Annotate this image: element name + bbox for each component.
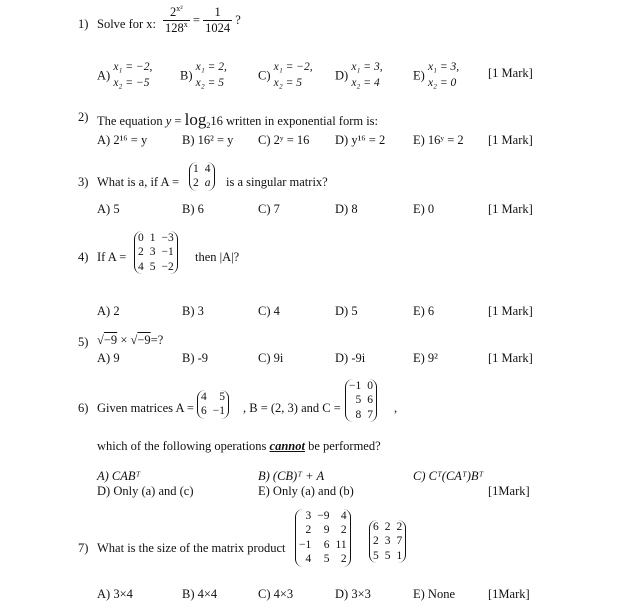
q3-option-d: D) 8 — [335, 202, 358, 216]
q7-mark: [1Mark] — [488, 587, 530, 601]
q1-rhs-numerator: 1 — [203, 6, 232, 21]
q7-option-c: C) 4×3 — [258, 587, 294, 601]
q3-option-a: A) 5 — [97, 202, 120, 216]
q5-mark: [1 Mark] — [488, 351, 533, 365]
q2-stem: The equation $y = \log_216$ written in exponential form is: — [97, 110, 379, 130]
q6-option-d: D) Only (a) and (c) — [97, 484, 194, 498]
q1-option-a: A) x₁ = −2, x₂ = −5 — [97, 61, 153, 89]
q2-option-b: B) 16² = y — [182, 133, 234, 147]
q3-option-c: C) 7 — [258, 202, 280, 216]
q1-equation: $\frac{2^{x^2}}{128^x}$ = $\frac{1}{1024}$ ? — [165, 4, 241, 35]
q2-number: 2) — [78, 110, 89, 124]
q2-mark: [1 Mark] — [488, 133, 533, 147]
q3-mark: [1 Mark] — [488, 202, 533, 216]
q3-option-b: B) 6 — [182, 202, 204, 216]
q3-stem-post: is a singular matrix? — [226, 175, 328, 189]
q5-number: 5) — [78, 335, 89, 349]
q2-option-a: A) 2¹⁶ = y — [97, 133, 148, 147]
q6-matrix-a: 4 5 6 −1 — [197, 390, 229, 419]
q5-option-d: D) -9i — [335, 351, 366, 365]
q2-option-c: C) 2ʸ = 16 — [258, 133, 310, 147]
q6-option-c: C) Cᵀ(CAᵀ)Bᵀ — [413, 469, 484, 483]
q7-option-a: A) 3×4 — [97, 587, 133, 601]
q1-stem — [97, 18, 156, 31]
q5-option-e: E) 9² — [413, 351, 438, 365]
q3-stem-pre: What is a, if A = — [97, 175, 180, 189]
q4-option-b: B) 3 — [182, 304, 204, 318]
q4-stem-post: then |A|? — [195, 250, 240, 264]
q1-number: 1) — [78, 17, 89, 31]
q1-option-d: D) x₁ = 3, x₂ = 4 — [335, 61, 383, 89]
q7-option-b: B) 4×4 — [182, 587, 218, 601]
q1-lhs-fraction — [163, 6, 190, 34]
q6-stem-pre: Given matrices A = — [97, 401, 194, 415]
q6-matrix-c: −1 0 5 6 8 7 — [345, 379, 377, 422]
q6-stem-line2: which of the following operations cannot be performed? — [97, 439, 381, 453]
q7-number: 7) — [78, 541, 89, 555]
q1-mark: [1 Mark] — [488, 66, 533, 80]
q1-option-b: B) x₁ = 2, x₂ = 5 — [180, 61, 227, 89]
q1-lhs-denominator: 128$^x$ — [165, 19, 188, 35]
q6-mark: [1Mark] — [488, 484, 530, 498]
q2-option-d: D) y¹⁶ = 2 — [335, 133, 386, 147]
q4-mark: [1 Mark] — [488, 304, 533, 318]
q4-option-a: A) 2 — [97, 304, 120, 318]
q5-stem: √−9 × √−9=? — [97, 333, 164, 347]
q1-option-c: C) x₁ = −2, x₂ = 5 — [258, 61, 313, 89]
q7-option-d: D) 3×3 — [335, 587, 371, 601]
q1-rhs-denominator: 1024 — [205, 20, 231, 35]
q3-matrix: 1 4 2 a — [189, 162, 215, 191]
q1-rhs-fraction — [203, 6, 232, 34]
q5-option-a: A) 9 — [97, 351, 120, 365]
q6-number: 6) — [78, 401, 89, 415]
q6-option-a: A) CABᵀ — [97, 469, 141, 483]
q7-stem: What is the size of the matrix product — [97, 541, 286, 555]
q3-option-e: E) 0 — [413, 202, 435, 216]
q7-matrix-1: 3 −9 4 2 9 2 −1 6 11 4 5 2 — [295, 509, 351, 567]
q4-number: 4) — [78, 250, 89, 264]
q5-option-b: B) -9 — [182, 351, 209, 365]
q4-option-e: E) 6 — [413, 304, 435, 318]
q2-option-e: E) 16ʸ = 2 — [413, 133, 464, 147]
q4-option-d: D) 5 — [335, 304, 358, 318]
q6-option-e: E) Only (a) and (b) — [258, 484, 354, 498]
q4-option-c: C) 4 — [258, 304, 280, 318]
q7-option-e: E) None — [413, 587, 455, 601]
q1-option-e: E) x₁ = 3, x₂ = 0 — [413, 61, 460, 89]
q3-number: 3) — [78, 175, 89, 189]
q4-stem-pre: If A = — [97, 250, 127, 264]
q1-lhs-numerator: $2^{x^2}$ — [163, 6, 190, 21]
q1-stem-text: Solve for x: — [97, 17, 157, 31]
q6-option-b: B) (CB)ᵀ + A — [258, 469, 325, 483]
q4-matrix: 0 1 −3 2 3 −1 4 5 −2 — [134, 231, 178, 274]
q6-stem-mid: , B = (2, 3) and C = — [243, 401, 341, 415]
q7-matrix-2: 6 2 2 2 3 7 5 5 1 — [369, 520, 406, 563]
q5-option-c: C) 9i — [258, 351, 284, 365]
q6-stem-comma: , — [394, 401, 398, 415]
